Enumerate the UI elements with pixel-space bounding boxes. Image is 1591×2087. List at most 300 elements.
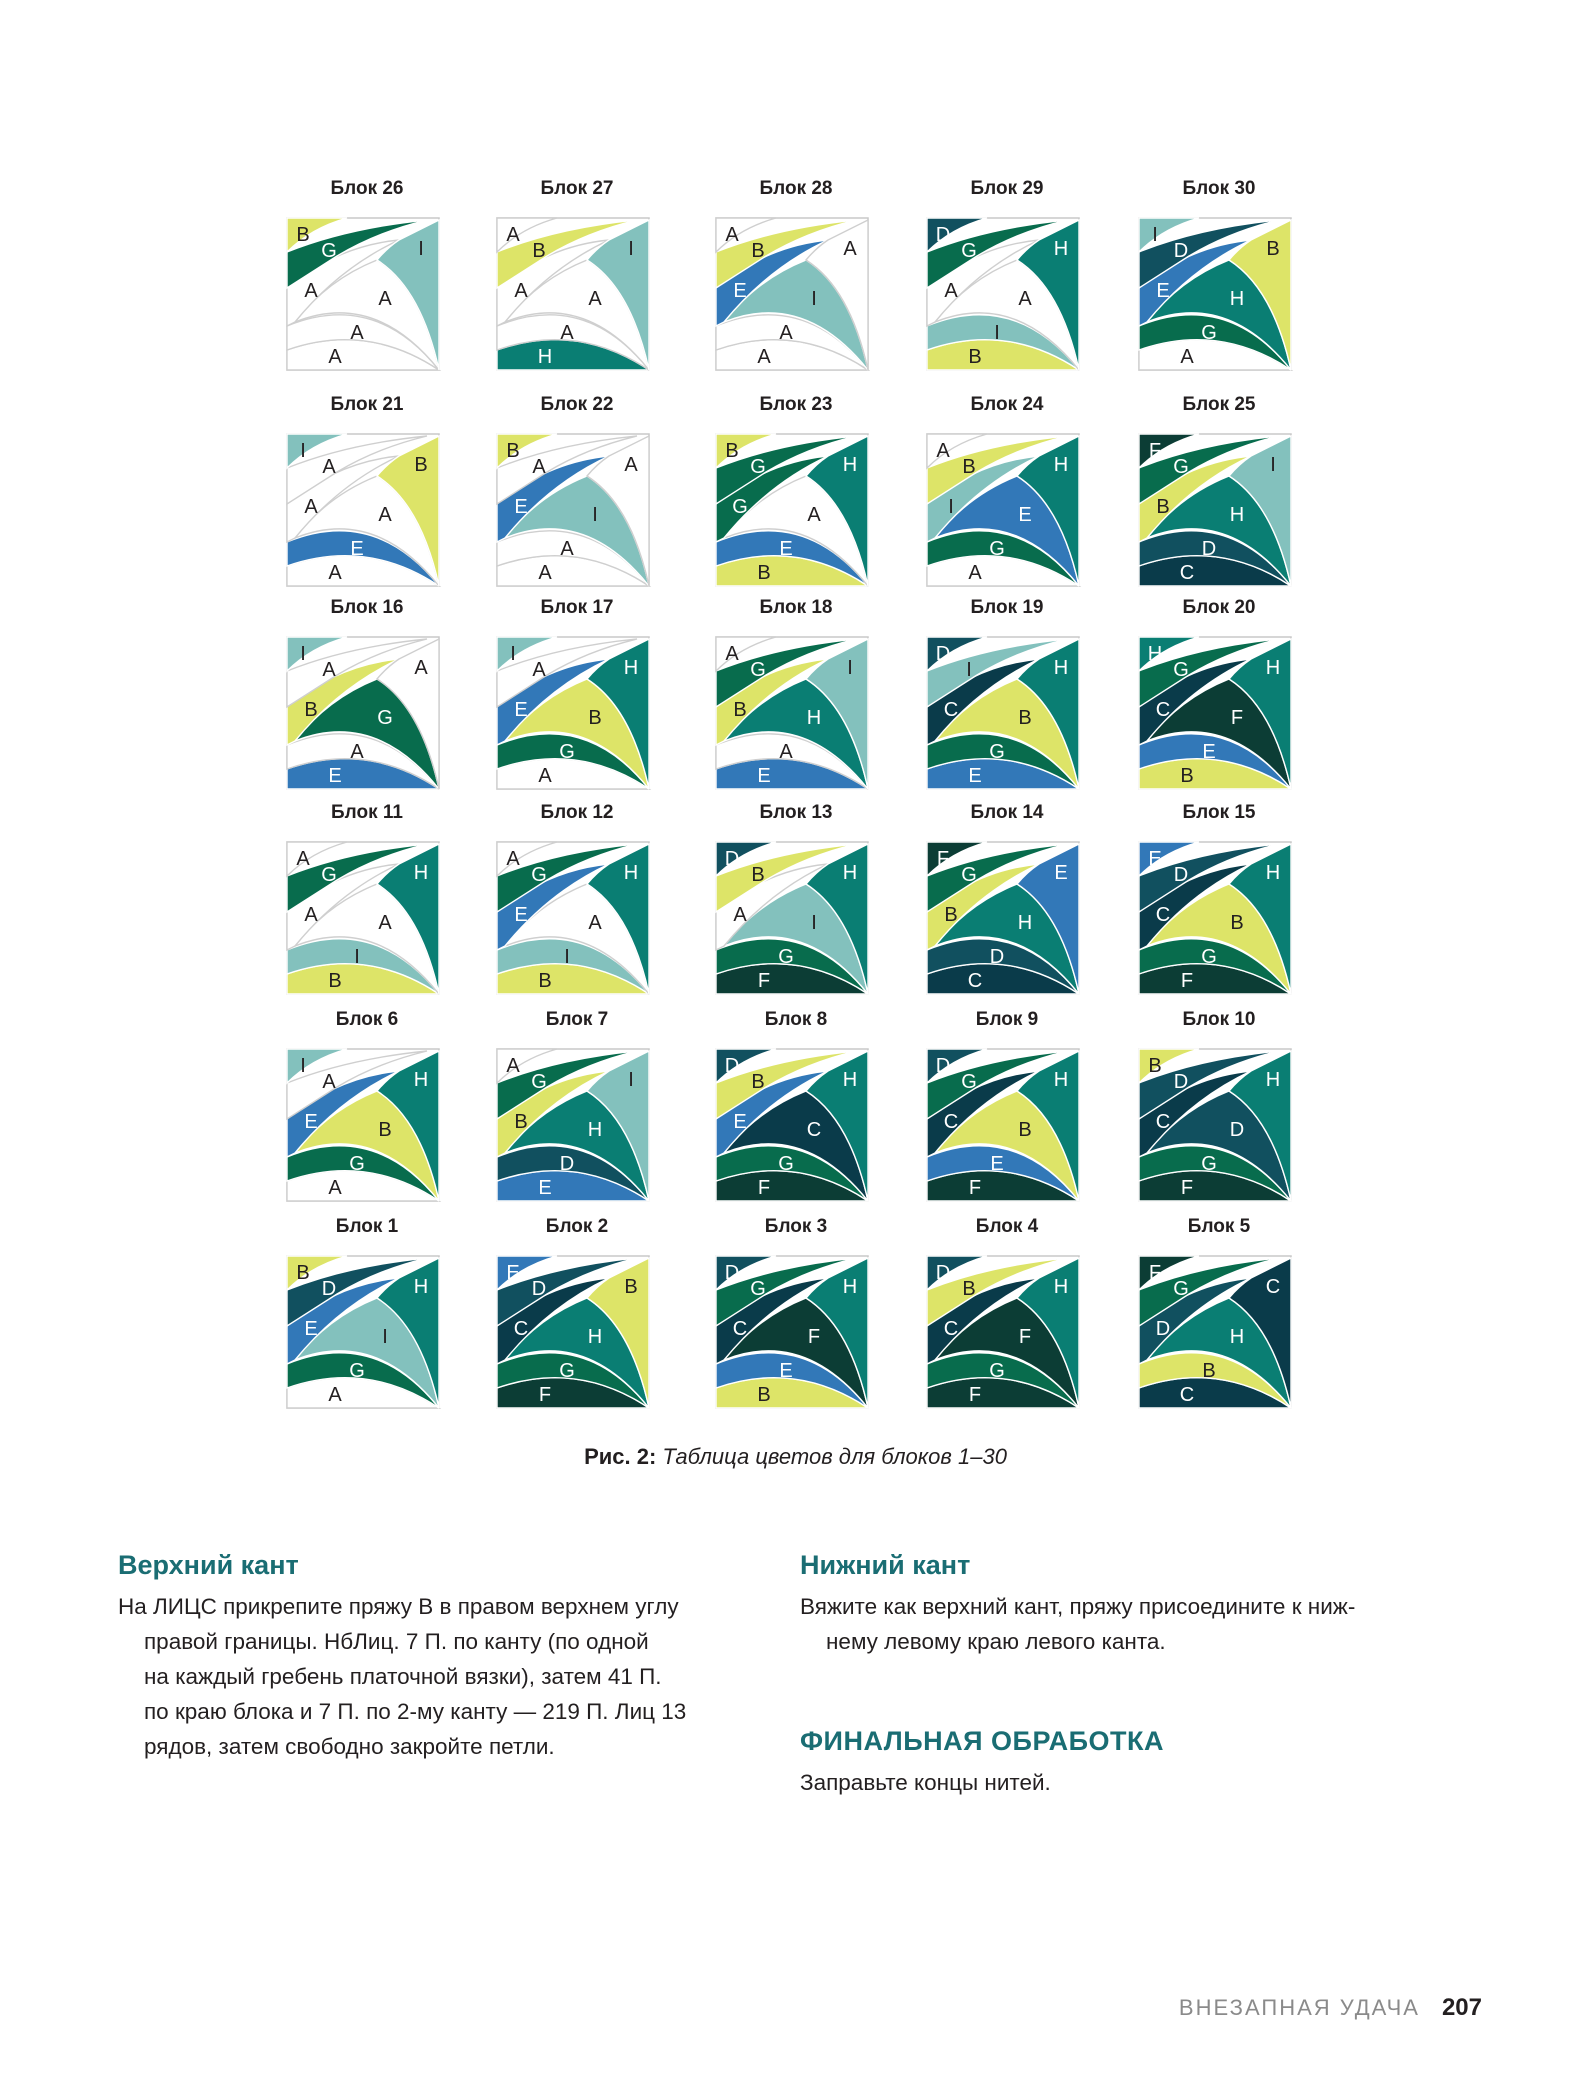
patch-label: G — [989, 741, 1005, 763]
block-title: Блок 21 — [330, 394, 404, 415]
patch-label: B — [506, 440, 520, 462]
patch-label: I — [628, 1069, 634, 1091]
patch-label: H — [1017, 912, 1033, 934]
block-diagram — [287, 218, 439, 370]
patch-label: A — [378, 288, 392, 310]
patch-label: I — [811, 912, 817, 934]
top-edge-line: по краю блока и 7 П. по 2-му канту — 219 П. Лиц 13 — [144, 1699, 687, 1724]
block-27 — [497, 178, 649, 370]
patch-label: H — [1053, 657, 1069, 679]
patch-label: F — [1180, 1177, 1194, 1199]
patch-label: A — [328, 346, 342, 368]
block-diagram — [1139, 434, 1291, 586]
patch-label: D — [321, 1278, 337, 1300]
block-diagram — [927, 842, 1079, 994]
patch-label: C — [943, 1111, 959, 1133]
block-29 — [927, 178, 1079, 370]
block-diagram — [497, 1256, 649, 1408]
patch-label: C — [1155, 699, 1171, 721]
block-17 — [497, 597, 649, 789]
block-4 — [927, 1216, 1079, 1408]
patch-label: I — [300, 440, 306, 462]
page-number: 207 — [1441, 1994, 1482, 2021]
patch-label: E — [538, 1177, 552, 1199]
block-23 — [716, 394, 868, 586]
patch-label: C — [513, 1318, 529, 1340]
patch-label: G — [1201, 322, 1217, 344]
patch-label: A — [779, 322, 793, 344]
block-9 — [927, 1009, 1079, 1201]
patch-label: E — [1054, 862, 1068, 884]
patch-label: B — [538, 970, 552, 992]
patch-label: D — [724, 1055, 740, 1077]
patch-label: F — [807, 1326, 821, 1348]
patch-label: C — [967, 970, 983, 992]
patch-label: I — [966, 659, 972, 681]
patch-label: E — [1148, 848, 1162, 870]
patch-label: D — [1173, 240, 1189, 262]
patch-label: B — [751, 1071, 765, 1093]
page-footer — [1179, 1994, 1482, 2022]
block-diagram — [497, 842, 649, 994]
block-3 — [716, 1216, 868, 1408]
block-title: Блок 4 — [975, 1216, 1039, 1237]
block-title: Блок 5 — [1187, 1216, 1251, 1237]
patch-label: A — [328, 1384, 342, 1406]
patch-label: B — [962, 1278, 976, 1300]
patch-label: F — [968, 1384, 982, 1406]
patch-label: E — [304, 1318, 318, 1340]
patch-label: H — [1229, 288, 1245, 310]
bottom-edge-text — [800, 1589, 1480, 1659]
caption-text: Таблица цветов для блоков 1–30 — [662, 1444, 1007, 1469]
block-diagram — [287, 637, 439, 789]
block-title: Блок 14 — [970, 802, 1044, 823]
patch-label: C — [1155, 904, 1171, 926]
caption-label: Рис. 2: — [584, 1444, 657, 1469]
patch-label: A — [296, 848, 310, 870]
block-20 — [1139, 597, 1291, 789]
section-heading-top-edge: Верхний кант — [118, 1550, 299, 1580]
patch-label: G — [1173, 456, 1189, 478]
patch-label: H — [587, 1326, 603, 1348]
patch-label: E — [733, 280, 747, 302]
patch-label: D — [935, 1262, 951, 1284]
patch-label: E — [350, 538, 364, 560]
patch-label: I — [592, 504, 598, 526]
patch-label: H — [806, 707, 822, 729]
patch-label: G — [989, 1360, 1005, 1382]
patch-label: H — [537, 346, 553, 368]
patch-label: A — [378, 912, 392, 934]
patch-label: F — [1148, 440, 1162, 462]
patch-label: H — [1229, 1326, 1245, 1348]
block-diagram — [927, 218, 1079, 370]
top-edge-text — [118, 1589, 778, 1764]
patch-label: I — [300, 1055, 306, 1077]
block-26 — [287, 178, 439, 370]
block-diagram — [927, 1256, 1079, 1408]
patch-label: C — [806, 1119, 822, 1141]
patch-label: A — [328, 1177, 342, 1199]
patch-label: F — [757, 1177, 771, 1199]
patch-label: E — [968, 765, 982, 787]
patch-label: E — [1018, 504, 1032, 526]
block-diagram — [716, 218, 868, 370]
block-21 — [287, 394, 439, 586]
patch-label: H — [842, 1069, 858, 1091]
patch-label: E — [304, 1111, 318, 1133]
patch-label: A — [322, 659, 336, 681]
bottom-edge-line: Вяжите как верхний кант, пряжу присоедините к ниж- — [800, 1594, 1356, 1619]
patch-label: A — [328, 562, 342, 584]
patch-label: G — [750, 1278, 766, 1300]
patch-label: A — [414, 657, 428, 679]
block-title: Блок 26 — [330, 178, 404, 199]
patch-label: E — [328, 765, 342, 787]
patch-label: A — [506, 848, 520, 870]
patch-label: C — [1155, 1111, 1171, 1133]
patch-label: H — [1147, 643, 1163, 665]
patch-label: H — [842, 1276, 858, 1298]
block-diagram — [287, 434, 439, 586]
patch-label: C — [1265, 1276, 1281, 1298]
patch-label: A — [1180, 346, 1194, 368]
patch-label: I — [300, 643, 306, 665]
block-title: Блок 2 — [545, 1216, 609, 1237]
block-2 — [497, 1216, 649, 1408]
patch-label: D — [1173, 1071, 1189, 1093]
block-24 — [927, 394, 1079, 586]
patch-label: H — [1265, 657, 1281, 679]
patch-label: B — [751, 240, 765, 262]
patch-label: I — [847, 657, 853, 679]
patch-label: D — [1173, 864, 1189, 886]
patch-label: I — [994, 322, 1000, 344]
patch-label: E — [779, 538, 793, 560]
patch-label: G — [778, 1153, 794, 1175]
patch-label: I — [948, 496, 954, 518]
patch-label: A — [304, 904, 318, 926]
patch-label: A — [378, 504, 392, 526]
patch-label: B — [1148, 1055, 1162, 1077]
patch-label: B — [1018, 707, 1032, 729]
patch-label: A — [538, 562, 552, 584]
patch-label: F — [1230, 707, 1244, 729]
patch-label: E — [779, 1360, 793, 1382]
patch-label: A — [725, 643, 739, 665]
patch-label: A — [560, 322, 574, 344]
block-28 — [716, 178, 868, 370]
patch-label: G — [1201, 1153, 1217, 1175]
block-title: Блок 13 — [759, 802, 833, 823]
patch-label: A — [1018, 288, 1032, 310]
patch-label: B — [757, 562, 771, 584]
patch-label: G — [349, 1360, 365, 1382]
figure-caption — [0, 1444, 1591, 1470]
patch-label: I — [1270, 454, 1276, 476]
patch-label: E — [514, 496, 528, 518]
patch-label: A — [304, 280, 318, 302]
block-diagram — [927, 1049, 1079, 1201]
finishing-line: Заправьте концы нитей. — [800, 1770, 1051, 1795]
patch-label: G — [732, 496, 748, 518]
patch-label: F — [538, 1384, 552, 1406]
block-title: Блок 9 — [975, 1009, 1039, 1030]
patch-label: H — [1053, 454, 1069, 476]
block-diagram — [1139, 218, 1291, 370]
block-title: Блок 17 — [540, 597, 614, 618]
block-13 — [716, 802, 868, 994]
block-title: Блок 20 — [1182, 597, 1256, 618]
block-diagram — [716, 1256, 868, 1408]
patch-label: B — [733, 699, 747, 721]
block-1 — [287, 1216, 439, 1408]
patch-label: B — [757, 1384, 771, 1406]
patch-label: G — [559, 741, 575, 763]
patch-label: F — [1148, 1262, 1162, 1284]
patch-label: G — [961, 864, 977, 886]
patch-label: B — [296, 1262, 310, 1284]
block-16 — [287, 597, 439, 789]
block-title: Блок 7 — [545, 1009, 609, 1030]
block-title: Блок 15 — [1182, 802, 1256, 823]
patch-label: B — [944, 904, 958, 926]
block-diagram — [497, 1049, 649, 1201]
patch-label: G — [531, 1071, 547, 1093]
patch-label: G — [321, 864, 337, 886]
block-18 — [716, 597, 868, 789]
patch-label: G — [961, 240, 977, 262]
patch-label: A — [506, 1055, 520, 1077]
patch-label: E — [1202, 741, 1216, 763]
patch-label: H — [413, 862, 429, 884]
patch-label: B — [1156, 496, 1170, 518]
patch-label: H — [413, 1069, 429, 1091]
patch-label: A — [588, 912, 602, 934]
patch-label: I — [418, 238, 424, 260]
block-diagram — [287, 1049, 439, 1201]
block-title: Блок 25 — [1182, 394, 1256, 415]
patch-label: D — [559, 1153, 575, 1175]
block-title: Блок 11 — [331, 802, 403, 823]
patch-label: H — [623, 657, 639, 679]
block-5 — [1139, 1216, 1291, 1408]
patch-label: A — [350, 741, 364, 763]
patch-label: A — [843, 238, 857, 260]
patch-label: H — [413, 1276, 429, 1298]
block-title: Блок 27 — [540, 178, 614, 199]
patch-label: H — [1053, 238, 1069, 260]
patch-label: B — [414, 454, 428, 476]
block-30 — [1139, 178, 1291, 370]
patch-label: B — [588, 707, 602, 729]
block-title: Блок 19 — [970, 597, 1044, 618]
block-title: Блок 28 — [759, 178, 833, 199]
bottom-edge-line: нему левому краю левого канта. — [826, 1629, 1166, 1654]
patch-label: H — [587, 1119, 603, 1141]
patch-label: E — [514, 904, 528, 926]
block-22 — [497, 394, 649, 586]
block-11 — [287, 802, 439, 994]
patch-label: E — [1156, 280, 1170, 302]
section-heading-finishing: ФИНАЛЬНАЯ ОБРАБОТКА — [800, 1726, 1164, 1756]
block-title: Блок 22 — [540, 394, 614, 415]
block-title: Блок 30 — [1182, 178, 1256, 199]
patch-label: G — [1173, 659, 1189, 681]
block-diagram — [927, 434, 1079, 586]
patch-label: B — [962, 456, 976, 478]
patch-label: I — [354, 946, 360, 968]
patch-label: A — [936, 440, 950, 462]
patch-label: G — [349, 1153, 365, 1175]
block-diagram — [1139, 1049, 1291, 1201]
patch-label: B — [1018, 1119, 1032, 1141]
patch-label: A — [588, 288, 602, 310]
patch-label: B — [1202, 1360, 1216, 1382]
patch-label: I — [811, 288, 817, 310]
patch-label: G — [321, 240, 337, 262]
patch-label: D — [935, 643, 951, 665]
block-title: Блок 10 — [1182, 1009, 1256, 1030]
patch-label: B — [751, 864, 765, 886]
block-10 — [1139, 1009, 1291, 1201]
patch-label: H — [1053, 1069, 1069, 1091]
block-diagram — [716, 434, 868, 586]
patch-label: D — [1155, 1318, 1171, 1340]
patch-label: D — [724, 1262, 740, 1284]
patch-label: A — [560, 538, 574, 560]
section-heading-bottom-edge: Нижний кант — [800, 1550, 971, 1580]
block-diagram — [497, 218, 649, 370]
patch-label: H — [842, 454, 858, 476]
patch-label: A — [733, 904, 747, 926]
patch-label: F — [936, 848, 950, 870]
patch-label: G — [1201, 946, 1217, 968]
patch-label: F — [757, 970, 771, 992]
block-7 — [497, 1009, 649, 1201]
patch-label: G — [1173, 1278, 1189, 1300]
block-diagram — [716, 1049, 868, 1201]
top-edge-line: на каждый гребень платочной вязки), затем 41 П. — [144, 1664, 662, 1689]
patch-label: B — [968, 346, 982, 368]
patch-label: D — [935, 224, 951, 246]
patch-label: H — [1265, 1069, 1281, 1091]
patch-label: A — [322, 456, 336, 478]
block-title: Блок 1 — [335, 1216, 399, 1237]
patch-label: B — [1266, 238, 1280, 260]
block-diagram — [1139, 842, 1291, 994]
patch-label: B — [378, 1119, 392, 1141]
patch-label: G — [750, 659, 766, 681]
patch-label: E — [757, 765, 771, 787]
patch-label: D — [989, 946, 1005, 968]
patch-label: G — [531, 864, 547, 886]
patch-label: H — [623, 862, 639, 884]
patch-label: B — [624, 1276, 638, 1298]
block-25 — [1139, 394, 1291, 586]
patch-label: A — [968, 562, 982, 584]
block-12 — [497, 802, 649, 994]
patch-label: E — [990, 1153, 1004, 1175]
patch-label: E — [514, 699, 528, 721]
patch-label: A — [304, 496, 318, 518]
patch-label: C — [1179, 1384, 1195, 1406]
patch-label: B — [1230, 912, 1244, 934]
patch-label: A — [624, 454, 638, 476]
block-diagram — [287, 842, 439, 994]
block-title: Блок 24 — [970, 394, 1044, 415]
patch-label: D — [1229, 1119, 1245, 1141]
block-8 — [716, 1009, 868, 1201]
patch-label: I — [382, 1326, 388, 1348]
patch-label: F — [1018, 1326, 1032, 1348]
block-diagram — [716, 637, 868, 789]
patch-label: D — [531, 1278, 547, 1300]
chapter-title: ВНЕЗАПНАЯ УДАЧА — [1178, 1995, 1420, 2020]
block-title: Блок 18 — [759, 597, 833, 618]
patch-label: C — [1179, 562, 1195, 584]
patch-label: G — [778, 946, 794, 968]
patch-label: A — [532, 456, 546, 478]
block-14 — [927, 802, 1079, 994]
patch-label: I — [510, 643, 516, 665]
patch-label: D — [724, 848, 740, 870]
patch-label: C — [732, 1318, 748, 1340]
patch-label: B — [304, 699, 318, 721]
block-title: Блок 3 — [764, 1216, 828, 1237]
patch-label: H — [1229, 504, 1245, 526]
patch-label: E — [733, 1111, 747, 1133]
patch-label: F — [968, 1177, 982, 1199]
block-diagram — [287, 1256, 439, 1408]
patch-label: B — [532, 240, 546, 262]
block-15 — [1139, 802, 1291, 994]
patch-label: D — [935, 1055, 951, 1077]
block-diagram — [1139, 1256, 1291, 1408]
patch-label: B — [514, 1111, 528, 1133]
patch-label: A — [725, 224, 739, 246]
patch-label: G — [750, 456, 766, 478]
block-title: Блок 23 — [759, 394, 833, 415]
patch-label: B — [725, 440, 739, 462]
patch-label: C — [943, 1318, 959, 1340]
patch-label: F — [1180, 970, 1194, 992]
patch-label: D — [1201, 538, 1217, 560]
patch-label: B — [328, 970, 342, 992]
finishing-text — [800, 1765, 1480, 1800]
patch-label: A — [506, 224, 520, 246]
patch-label: C — [943, 699, 959, 721]
patch-label: B — [296, 224, 310, 246]
patch-label: A — [538, 765, 552, 787]
patch-label: H — [1053, 1276, 1069, 1298]
block-diagram — [497, 637, 649, 789]
patch-label: E — [506, 1262, 520, 1284]
patch-label: A — [944, 280, 958, 302]
patch-label: A — [807, 504, 821, 526]
patch-label: A — [779, 741, 793, 763]
block-title: Блок 16 — [330, 597, 404, 618]
patch-label: H — [1265, 862, 1281, 884]
block-diagram — [1139, 637, 1291, 789]
patch-label: A — [322, 1071, 336, 1093]
patch-label: I — [1152, 224, 1158, 246]
patch-label: G — [989, 538, 1005, 560]
block-title: Блок 12 — [540, 802, 614, 823]
patch-label: A — [532, 659, 546, 681]
top-edge-line: рядов, затем свободно закройте петли. — [144, 1734, 555, 1759]
